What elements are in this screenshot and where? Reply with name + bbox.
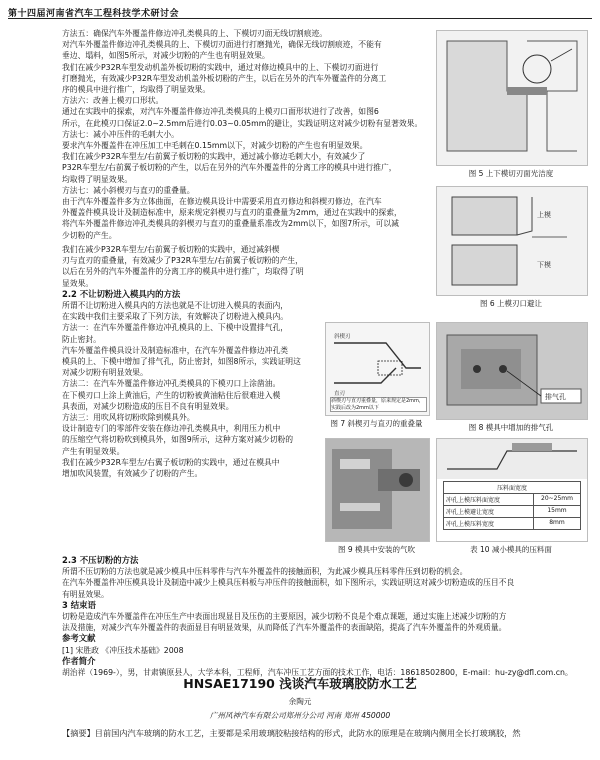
author-bio: 胡治祥（1969-），男，甘肃镇原县人，大学本科，工程师，汽车冲压工艺方面的技术工作，电话：18618502800，E-mail：hu-zy@dfl.com.cn。 bbox=[62, 668, 573, 678]
fig7-note: 斜楔刃与直刃重叠量，原来规定是2mm，实践后改为2mm以下 bbox=[330, 397, 427, 412]
section-heading: 2.2 不让切粉进入模具内的方法 bbox=[62, 288, 181, 299]
text-line: 少切粉的产生。 bbox=[62, 230, 117, 240]
text-line: 序的模具中进行推广，均取得了明显效果。 bbox=[62, 85, 211, 95]
figure-10-drawing bbox=[437, 439, 587, 479]
text-line: 方法七：减小斜楔刃与直刃的重叠量。 bbox=[62, 185, 195, 195]
body-text-full bbox=[62, 28, 430, 241]
text-line: 打磨抛光，有效减少P32R车型发动机盖外板切粉的产生，以后在另外的汽车外覆盖件的分离工 bbox=[62, 73, 387, 83]
text-line: 所谓不压切粉的方法也就是减少模具中压料零件与汽车外覆盖件的接触面积，为此减少模具压料零件压到切粉的机会。 bbox=[62, 567, 468, 577]
text-line: 垂边、塌料，如图5所示，对减少切粉的产生也有明显效果。 bbox=[62, 51, 270, 61]
figure-5-image bbox=[436, 30, 588, 166]
fig10-table-row bbox=[444, 506, 580, 518]
text-line: 我们在减少P32R车型左/右翼子板切粉的实践中，通过在模具中 bbox=[62, 457, 280, 467]
text-line: 对减少切粉有明显效果。 bbox=[62, 368, 148, 378]
text-line: 所示，在此模刃口保证2.0~2.5mm后进行0.03~0.05mm的避让，实践证明这对减少切粉有显著效果。 bbox=[62, 118, 423, 128]
text-line: 的压缩空气将切粉吹到模具外，如图9所示，这种方案对减少切粉的 bbox=[62, 435, 294, 445]
text-line: 对汽车外覆盖件修边冲孔类模具的上、下模切刃面进行打磨抛光，确保无线切割痕迹，不能有 bbox=[62, 40, 382, 50]
next-paper-title: HNSAE17190 浅谈汽车玻璃胶防水工艺 bbox=[183, 676, 417, 691]
text-line: 在实践中我们主要采取了下列方法，有效解决了切粉进入模具内。 bbox=[62, 312, 289, 322]
figure-5-caption: 图 5 上下模切刃面光洁度 bbox=[468, 169, 554, 178]
figure-8-caption: 图 8 模具中增加的排气孔 bbox=[468, 423, 554, 432]
text-line: 模具的上、下模中增加了排气孔，防止密封，如图8所示，实践证明这 bbox=[62, 357, 301, 367]
body-text-bottom bbox=[62, 555, 596, 678]
text-line: 由于汽车外覆盖件多为立体曲面，在修边模具设计中需要采用直刃修边和斜楔刃修边，在汽车 bbox=[62, 197, 382, 207]
figure-8-drawing bbox=[437, 323, 587, 419]
text-line: 刃与直刃的重叠量，有效减少了P32R车型左/右前翼子板切粉的产生， bbox=[62, 256, 303, 266]
text-line: 方法一：在汽车外覆盖件修边冲孔模具的上、下模中设置排气孔， bbox=[62, 323, 289, 333]
fig10-cell: 8mm bbox=[549, 519, 565, 526]
figure-9-caption: 图 9 模具中安装的气吹 bbox=[337, 545, 416, 554]
references-heading: 参考文献 bbox=[62, 633, 96, 644]
figure-6-caption: 图 6 上模刃口避让 bbox=[479, 299, 543, 308]
figure-10-image bbox=[436, 438, 588, 542]
fig10-cell: 冲孔上模避让宽度 bbox=[444, 506, 534, 517]
text-line: 具表面，对减少切粉造成的压目不良有明显效果。 bbox=[62, 401, 234, 411]
text-line: 均取得了明显效果。 bbox=[62, 174, 133, 184]
fig10-cell: 20~25mm bbox=[541, 495, 573, 502]
reference-item: [1] 宋胜政 《冲压技术基础》2008 bbox=[62, 645, 184, 655]
fig10-table-row bbox=[444, 518, 580, 529]
figure-9-drawing bbox=[326, 439, 429, 541]
text-line: 外覆盖件模具设计及制造标准中，原来规定斜楔刃与直刃的重叠量为2mm，通过在实践中的探索， bbox=[62, 208, 402, 218]
figure-5-drawing bbox=[437, 31, 587, 165]
figure-6-drawing bbox=[437, 187, 587, 295]
figure-7-image bbox=[325, 322, 430, 416]
text-line: 我们在减少P32R车型左/右前翼子板切粉的实践中，通过减小修边毛刺大小，有效减少了 bbox=[62, 152, 366, 162]
fig7-label-a: 斜楔刃 bbox=[334, 334, 351, 340]
author-heading: 作者简介 bbox=[62, 655, 96, 666]
fig6-upper-label: 上模 bbox=[537, 211, 551, 219]
fig10-table-title: 压料面宽度 bbox=[444, 482, 580, 494]
text-line: 所谓不让切粉进入模具内的方法也就是不让切进入模具的表面内， bbox=[62, 301, 289, 311]
next-paper-affiliation: 广州风神汽车有限公司郑州分公司 河南 郑州 450000 bbox=[209, 711, 391, 720]
figure-9-image bbox=[325, 438, 430, 542]
text-line: 防止密封。 bbox=[62, 334, 101, 344]
figure-10-caption: 表 10 减小模具的压料面 bbox=[470, 545, 552, 554]
text-line: 有明显效果。 bbox=[62, 589, 109, 599]
fig8-vent-label: 排气孔 bbox=[545, 393, 566, 401]
text-line: 增加吹风装置，有效减少了切粉的产生。 bbox=[62, 469, 203, 479]
body-text-left bbox=[62, 244, 324, 479]
header-rule bbox=[8, 18, 592, 19]
text-line: 在汽车外覆盖件冲压模具设计及制造中减少上模具压料板与冲压件的接触面积，如下图所示，实践证明这对减少切粉造成的压目不良 bbox=[62, 578, 515, 588]
figure-6-image bbox=[436, 186, 588, 296]
text-line: 方法二：在汽车外覆盖件修边冲孔类模具的下模刃口上涂凿油。 bbox=[62, 379, 281, 389]
fig6-lower-label: 下模 bbox=[537, 261, 551, 269]
text-line: 以后在另外的汽车外覆盖件的分离工序的模具中进行推广，均取得了明 bbox=[62, 267, 304, 277]
text-line: 通过在实践中的探索，对汽车外覆盖件修边冲孔类模具的上模刃口面形状进行了改善，如图6 bbox=[62, 107, 379, 117]
next-paper-author: 余陶元 bbox=[288, 697, 312, 706]
text-line: 我们在减少P32R车型左/右前翼子板切粉的实践中，通过减斜楔 bbox=[62, 245, 280, 254]
journal-header: 第十四届河南省汽车工程科技学术研讨会 bbox=[8, 9, 180, 19]
text-line: 将汽车外覆盖件修边冲孔类模具的斜楔刃与直刃的重叠量系准改为2mm以下，如图7所示，可以减 bbox=[62, 219, 399, 229]
text-line: 方法三：用吹风将切粉吹除到模具外。 bbox=[62, 413, 195, 423]
figure-7-caption: 图 7 斜楔刃与直刃的重叠量 bbox=[330, 419, 423, 428]
fig7-label-b: 直刃 bbox=[334, 391, 346, 397]
text-line: 方法七：减小冲压件的毛刺大小。 bbox=[62, 129, 179, 139]
text-line: 设计制造专门的零部件安装在修边冲孔类模具中，利用压力机中 bbox=[62, 424, 281, 434]
text-line: 法及措施，对减少汽车外覆盖件的表面显目有明显效果，从而降低了汽车外覆盖件的表面缺陷，提高了汽车外覆盖件的外观质量。 bbox=[62, 623, 507, 633]
text-line: P32R车型左/右前翼子板切粉的产生，以后在另外的汽车外覆盖件的分离工序的模具中进行推广， bbox=[62, 163, 397, 173]
text-line: 要求汽车外覆盖件在冲压加工中毛刺在0.15mm以下，对减少切粉的产生也有明显效果。 bbox=[62, 141, 368, 151]
fig10-cell: 15mm bbox=[547, 507, 567, 514]
section-heading: 3 结束语 bbox=[62, 599, 96, 610]
text-line: 汽车外覆盖件模具设计及制造标准中，在汽车外覆盖件修边冲孔类 bbox=[62, 345, 289, 355]
text-line: 显效果。 bbox=[62, 278, 94, 288]
text-line: 方法五：确保汽车外覆盖件修边冲孔类模具的上、下模切刃面无线切割痕迹。 bbox=[62, 29, 328, 38]
figure-8-image bbox=[436, 322, 588, 420]
text-line: 方法六：改善上模刃口形状。 bbox=[62, 96, 164, 106]
fig10-table bbox=[443, 481, 581, 530]
text-line: 产生有明显效果。 bbox=[62, 446, 125, 456]
text-line: 我们在减少P32R车型发动机盖外板切粉的实践中，通过对修边模具中的上、下模切刃面进行 bbox=[62, 62, 379, 72]
fig10-table-row bbox=[444, 494, 580, 506]
fig10-cell: 冲孔上模压料宽度 bbox=[444, 518, 534, 529]
text-line: 在下模刃口上涂上黄油后，产生的切粉被黄油粘住后很难进入模 bbox=[62, 390, 281, 400]
section-heading: 2.3 不压切粉的方法 bbox=[62, 555, 139, 565]
fig10-cell: 冲孔上模压料面宽度 bbox=[444, 494, 534, 505]
next-paper-abstract: 【摘要】目前国内汽车玻璃的防水工艺，主要都是采用玻璃胶粘接结构的形式，此防水的原理是在玻璃内侧用全长打玻璃胶，然 bbox=[62, 728, 521, 738]
text-line: 切粉是造成汽车外覆盖件在冲压生产中表面出现显目及压伤的主要原因，减少切粉不良是个难点课题，通过实施上述减少切粉的方 bbox=[62, 612, 507, 622]
